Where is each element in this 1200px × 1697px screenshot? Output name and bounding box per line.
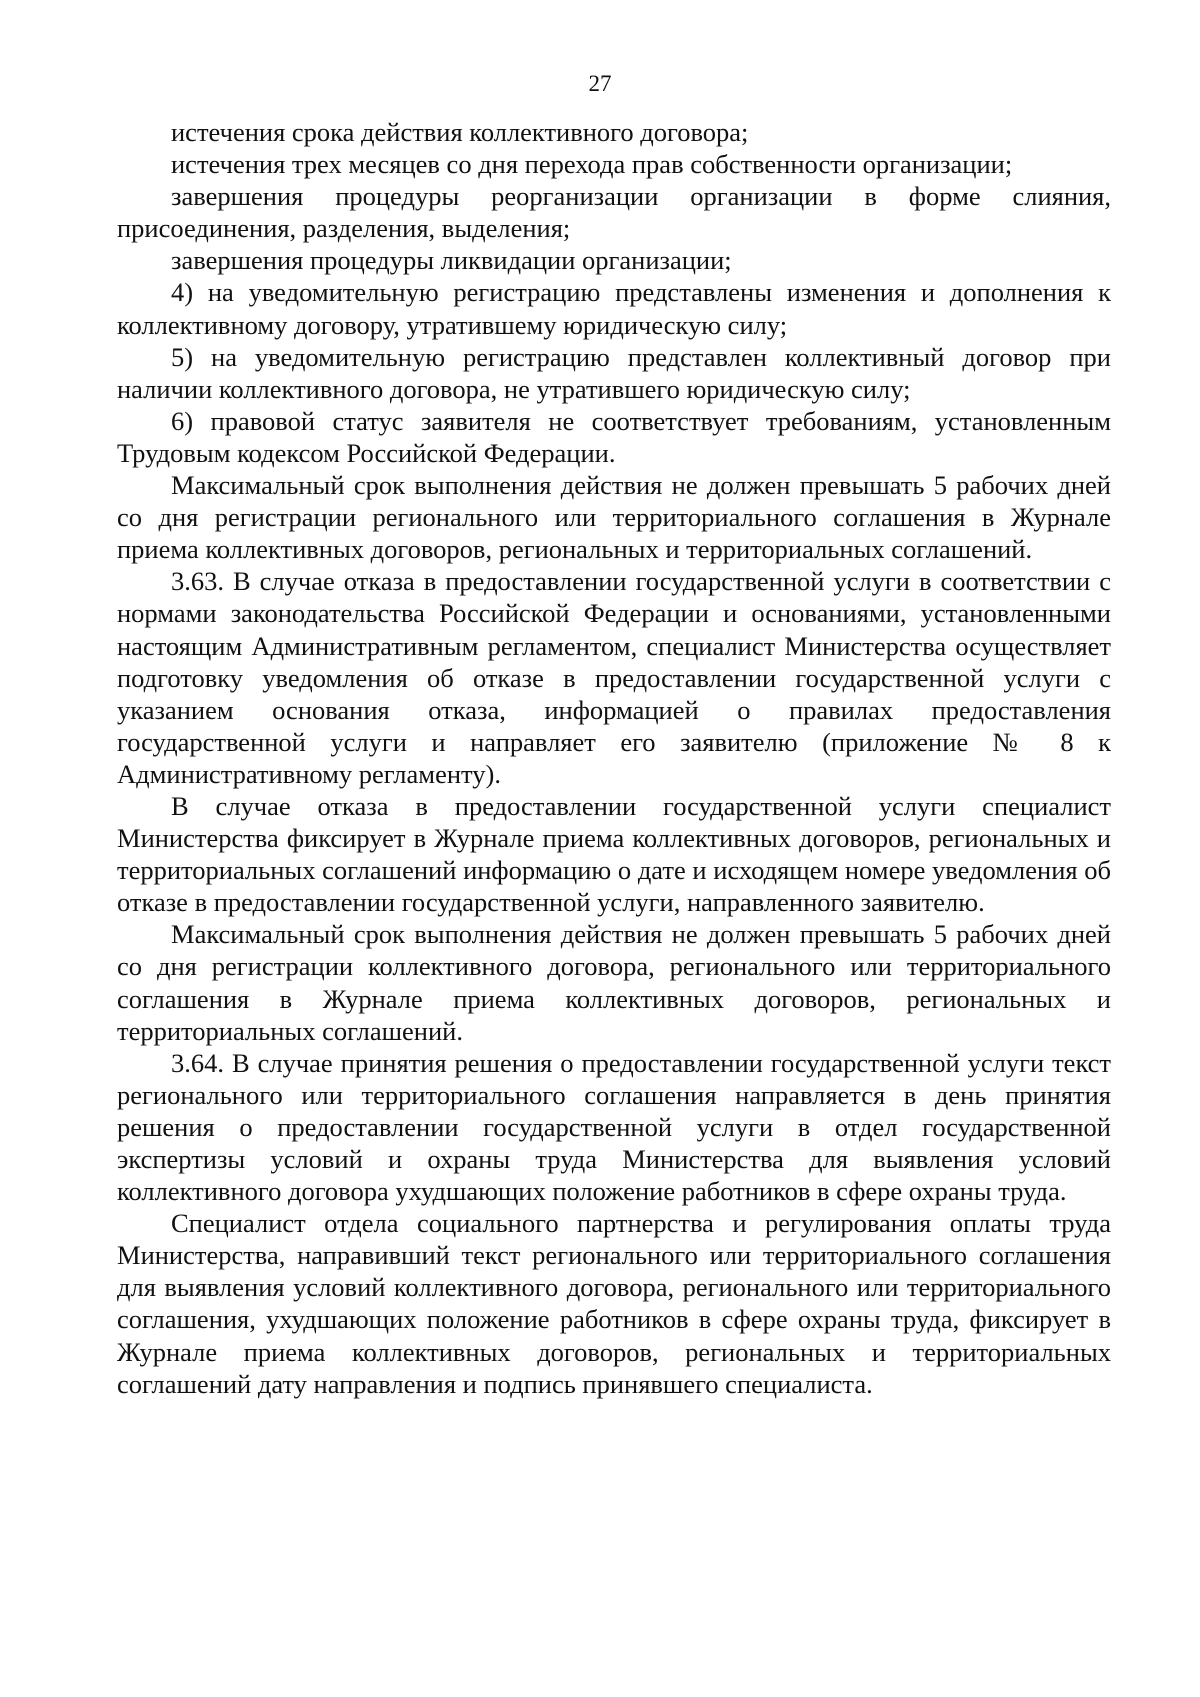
paragraph: 5) на уведомительную регистрацию представлен коллективный договор при наличии коллективного договора, не утратившего юридическую силу; [117,341,1111,404]
document-body [117,116,1111,1400]
paragraph: истечения срока действия коллективного договора; [171,117,749,147]
paragraph: завершения процедуры ликвидации организации; [171,245,732,276]
paragraph: завершения процедуры реорганизации организации в форме слияния, присоединения, разделения, выделения; [117,181,1111,244]
paragraph: 6) правовой статус заявителя не соответствует требованиям, установленным Трудовым кодексом Российской Федерации. [117,405,1111,468]
page-number: 27 [588,71,612,96]
paragraph: истечения трех месяцев со дня перехода прав собственности организации; [171,149,1013,180]
paragraph: В случае отказа в предоставлении государственной услуги специалист Министерства фиксирует в Журнале приема коллективных договоров, региональных и территориальных соглашений информацию о дате и исходящем номере уведомления об отказе в предоставлении государственной услуги, направленного заявителю. [117,790,1111,918]
paragraph: 3.64. В случае принятия решения о предоставлении государственной услуги текст регионального или территориального соглашения направляется в день принятия решения о предоставлении государственной услуги в отдел государственной экспертизы условий и охраны труда Министерства для выявления условий коллективного договора ухудшающих положение работников в сфере охраны труда. [117,1047,1111,1207]
paragraph: 3.63. В случае отказа в предоставлении государственной услуги в соответствии с нормами законодательства Российской Федерации и основаниями, установленными настоящим Административным регламентом, специалист Министерства осуществляет подготовку уведомления об отказе в предоставлении государственной услуги с указанием основания отказа, информацией о правилах предоставления государственной услуги и направляет его заявителю (приложение № 8 к Административному регламенту). [117,566,1111,789]
paragraph: Специалист отдела социального партнерства и регулирования оплаты труда Министерства, направивший текст регионального или территориального соглашения для выявления условий коллективного договора, регионального или территориального соглашения, ухудшающих положение работников в сфере охраны труда, фиксирует в Журнале приема коллективных договоров, региональных и территориальных соглашений дату направления и подпись принявшего специалиста. [117,1208,1111,1399]
paragraph: 4) на уведомительную регистрацию представлены изменения и дополнения к коллективному договору, утратившему юридическую силу; [117,277,1111,340]
paragraph: Максимальный срок выполнения действия не должен превышать 5 рабочих дней со дня регистрации регионального или территориального соглашения в Журнале приема коллективных договоров, региональных и территориальных соглашений. [117,470,1111,565]
paragraph: Максимальный срок выполнения действия не должен превышать 5 рабочих дней со дня регистрации коллективного договора, регионального или территориального соглашения в Журнале приема коллективных договоров, региональных и территориальных соглашений. [117,919,1111,1046]
